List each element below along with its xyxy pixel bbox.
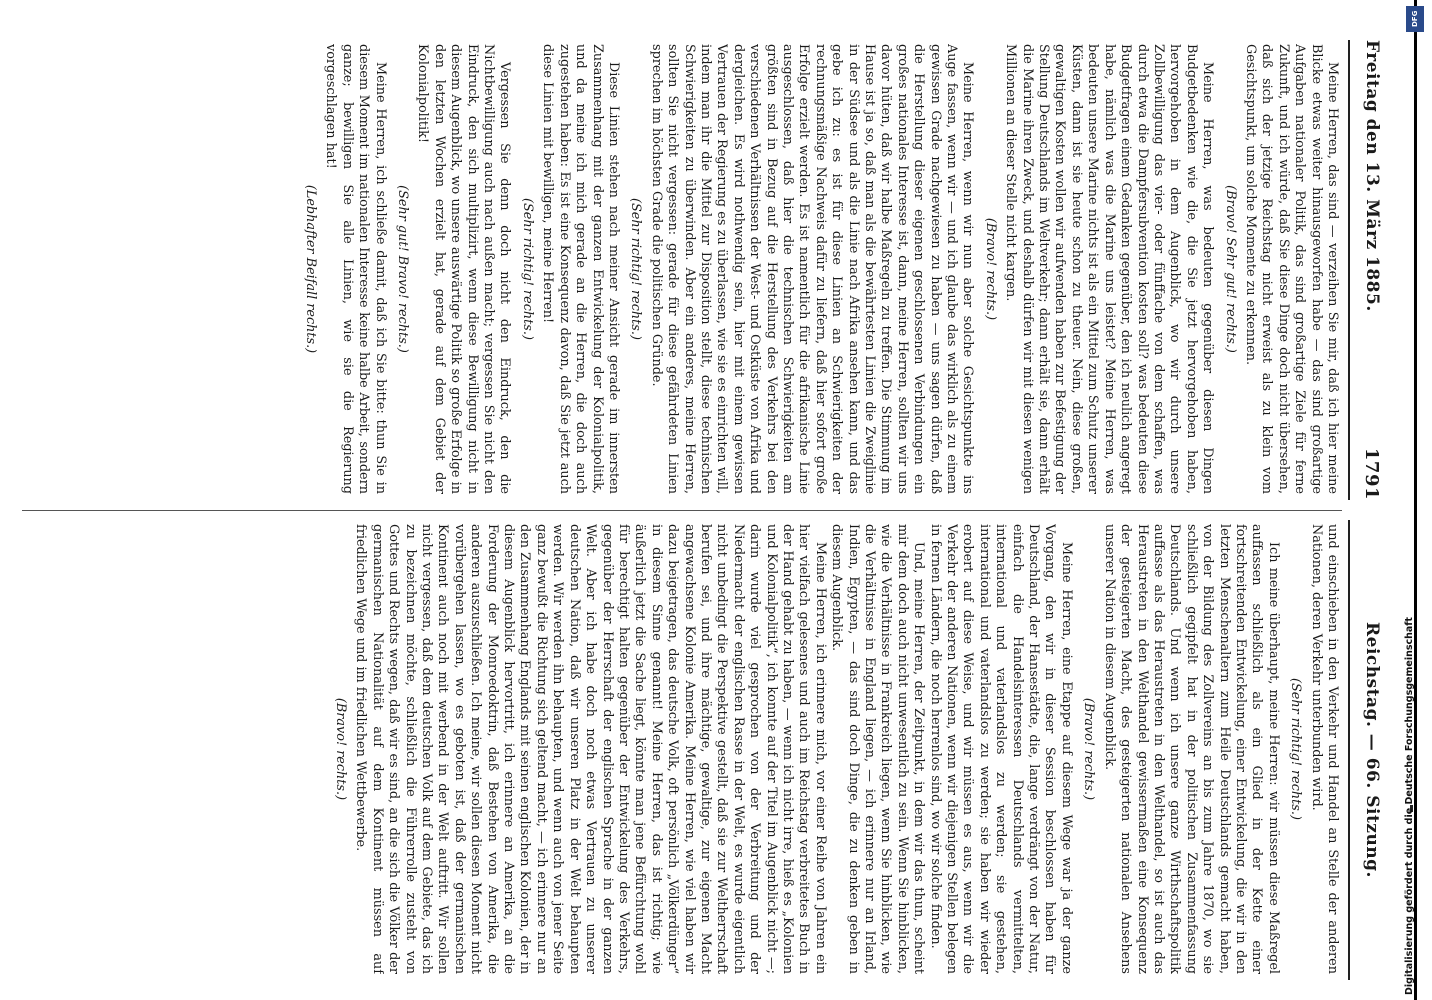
audience-reaction: (Sehr richtig! rechts.) — [1288, 678, 1304, 820]
digitization-note: Digitalisierung gefördert durch die Deutsche Forschungsgemeinschaft — [1404, 617, 1415, 995]
audience-reaction: (Bravo! rechts.) — [333, 697, 349, 801]
header-rule-left — [1348, 520, 1350, 980]
paragraph: Diese Linien stehen nach meiner Ansicht gerade im innersten Zusammenhang mit der ganzen Entwickelung der Kolonialpolitik, und da meine ich mich gerade an die Herren, die doch auch zugestehen haben: Es ist eine Konsequenz davon, daß Sie jetzt auch diese Linien mit bewilligen, meine Herren! — [540, 44, 621, 494]
paragraph: Meine Herren, was bedeuten gegenüber diesen Dingen Budgetbedenken wie die, die Sie jetzt hervorgehoben haben, hervorgehoben in dem Augenblick, wo wir durch unsere Zollbewilligung das vier- oder fünffache von dem schaffen, was durch etwa die Dampfersubvention kosten soll? was bedeuten diese Budgetfragen einem Gedanken gegenüber, den ich neulich angeregt habe, nämlich was die Marine uns leistet? Meine Herren, was bedeuten unsere Marine nichts ist als ein Mittel zum Schutz unserer Küsten, dann ist sie heute schon zu theuer. Nein, diese großen, gewaltigen Kosten wollen wir aufwenden haben zur Befestigung der Stellung Deutschlands im Weltverkehr; dann erhält sie, dann erhält die Marine ihren Zweck, und deshalb dürfen wir mit diesen wenigen Millionen an dieser Stelle nicht kargen. — [1003, 44, 1216, 494]
column-separator — [22, 510, 1342, 511]
paragraph: Meine Herren, wenn wir nun aber solche Gesichtspunkte ins Auge fassen, wenn wir — und ich glaube das wirklich als zu einem gewissen Grade nachgewiesen zu haben — uns sagen dürfen, daß die Herstellung dieser eigenen geschlossenen Verbindungen ein großes nationales Interesse ist, dann, meine Herren, sollten wir uns davor hüten, daß wir halbe Maßregeln zu treffen. Die Stimmung im Hause ist ja so, daß man als die bewährtesten Linien die Zweiglinie in der Südsee und als die Linie nach Afrika ansehen kann, und das gebe ich zu: es ist für diese Linien an Schwierigkeiten der rechnungsmäßige Nachweis dafür zu liefern, daß hier sofort große Erfolge erzielt werden. Es ist namentlich für die afrikanische Linie ausgeschlossen, daß hier die technischen Schwierigkeiten am größten sind in Bezug auf die Herstellung des Verkehrs bei den verschiedenen Verhältnissen der West- und Ostküste von Afrika und dergleichen. Es wird nothwendig sein, hier mit einem gewissen Vertrauen der Regierung es zu überlassen, wie sie es einrichten will, indem man ihr die Mittel zur Disposition stellt, diese technischen Schwierigkeiten zu überwinden. Aber ein anderes, meine Herren, sollten Sie nicht vergessen: gerade für diese gefährdeten Linien sprechen im höchsten Grade die politischen Gründe. — [648, 44, 976, 494]
audience-reaction: (Sehr gut! Bravo! rechts.) — [395, 185, 411, 353]
paragraph: Meine Herren, ich erinnere mich, vor einer Reihe von Jahren ein hier vielfach gelesenes und auch im Reichstag verbreitetes Buch in der Hand gehabt zu haben, — wenn ich nicht irre, hieß es „Kolonien und Kolonialpolitik“, ich konnte auf der Titel im Augenblick nicht —; darin wurde viel gesprochen von der Verbreitung und der Niedermacht der englischen Rasse in der Welt, es wurde eigentlich nicht unbedingt die Perspektive gestellt, daß sie zur Weltherrschaft berufen sei, und ihre mächtige, gewaltige, zur eigenen Macht angewachsene Kolonie Amerika. Meine Herren, wie viel haben wir dazu beigetragen, das deutsche Volk, oft persönlich „Völkerdünger“ in diesem Sinne genannt! Meine Herren, das ist richtig; wie äußerlich jetzt die Sache liegt, könnte man jene Befürchtung wohl für berechtigt halten gegenüber der Entwickelung des Verkehrs, gegenüber der Herrschaft der englischen Sprache in der ganzen Welt. Aber ich habe doch noch etwas Vertrauen zu unserer deutschen Nation, daß wir unseren Platz in der Welt behaupten werden. Wir werden ihn behaupten, und wenn auch von jener Seite ganz bewußt die Richtung sich geltend macht, — ich erinnere nur an den Zusammenhang Englands mit seinen englischen Kolonien, der in diesem Augenblick hervortritt, ich erinnere an Amerika, an die Forderung der Monroedoktrin, daß Bestehen von Amerika, die anderen auszuschließen. Ich meine, wir sollen diesen Moment nicht vorübergehen lassen, wo es geboten ist, daß der germanischen Kontinent auch noch mit werbend in der Welt auftritt. Wir sollen nicht vergessen, daß dem deutschen Volk auf dem Gebiete, das ich zu bezeichnen möchte, schließlich die Führerrolle zusteht von Gottes und Rechts wegen, daß wir es sind, an die sich die Völker der germanischen Nationalität auf dem Kontinent müssen auf friedlichen Wege und im friedlichen Wettbewerbe. — [353, 524, 828, 974]
paragraph: Meine Herren, ich schließe damit, daß ich Sie bitte: thun Sie in diesem Moment im nationalen Interesse keine halbe Arbeit, sondern ganze; bewilligen Sie alle Linien, wie sie die Regierung vorgeschlagen hat! — [323, 44, 388, 494]
text-column-left — [20, 524, 1340, 974]
dfg-logo: DFG — [1406, 6, 1424, 32]
header-rule-right — [1348, 40, 1350, 500]
page-header-right — [1352, 40, 1392, 500]
paragraph: Meine Herren, das sind — verzeihen Sie mir, daß ich hier meine Blicke etwas weiter hinausgeworfen habe — das sind großartige Aufgaben nationaler Politik, das sind großartige Ziele für ferne Zukunft, und ich würde, daß Sie diese Dinge doch nicht übersehen, daß sich der jetzige Reichstag nicht erweist als zu klein vom Gesichtspunkt, um solche Momente zu erkennen. — [1242, 44, 1340, 494]
audience-reaction: (Bravo! Sehr gut! rechts.) — [1222, 185, 1238, 353]
paragraph: Meine Herren, eine Etappe auf diesem Wege war ja der ganze Vorgang, den wir in dieser Session beschlossen haben für Deutschland, der Hansestädte, die, lange verdrängt von der Natur, einfach die Handelsinteressen Deutschlands vermittelten, international und vaterlandslos zu werden; sie gestehen, international und vaterlandslos zu werden; sie haben wir wieder erobert auf diese Weise, und wir müssen es aus, wenn wir die Verkehr der anderen Nationen, wenn wir diejenigen Stellen belegen in fernen Ländern, die noch herrenlos sind, wo wir solche finden. — [927, 524, 1074, 974]
header-page-number: 1791 — [1361, 447, 1383, 500]
audience-reaction: (Bravo! rechts.) — [982, 217, 998, 321]
header-session: Reichstag. — 66. Sitzung. — [1362, 622, 1382, 878]
paragraph: Ich meine überhaupt, meine Herren: wir müssen diese Maßregel auffassen schließlich als ein Glied in der Kette einer fortschreitenden Entwickelung, einer Entwickelung, die wir in den letzten Menschenaltern zum Heile Deutschlands gemacht haben, von der Bildung des Zollvereins an bis zum Jahre 1870, wo sie schließlich gegipfelt hat in der politischen Zusammenfassung Deutschlands. Und wenn ich unsere ganze Wirthschaftspolitik auffasse als das Heraustreten in den Welthandel, so ist auch das Heraustreten in den Welthandel gewissermaßen eine Konsequenz der gesteigerten Macht, des gesteigerten nationalen Ansehens unserer Nation in diesem Augenblick. — [1101, 524, 1281, 974]
header-date: Freitag den 13. März 1885. — [1362, 40, 1382, 312]
audience-reaction: (Sehr richtig! rechts.) — [628, 198, 644, 340]
audience-reaction: (Sehr richtig! rechts.) — [519, 198, 535, 340]
page-header-left — [1352, 520, 1392, 980]
paragraph: Und, meine Herren, der Zeitpunkt, in dem wir das thun, scheint mir dem doch auch nicht unwesentlich zu sein. Wenn Sie hinblicken, wie die Verhältnisse in Frankreich liegen, wenn Sie hinblicken, wie die Verhältnisse in England liegen, — ich erinnere nur an Irland, Indien, Egypten, — das sind doch Dinge, die zu denken geben in diesem Augenblick. — [829, 524, 927, 974]
audience-reaction: (Bravo! rechts.) — [1081, 697, 1097, 801]
paragraph: und einschieben in den Verkehr und Handel an Stelle der anderen Nationen, deren Verkehr unterbunden wird. — [1308, 524, 1340, 974]
paragraph: Vergessen Sie denn doch nicht den Eindruck, den die Nichtbewilligung auch nach außen macht; vergessen Sie nicht den Eindruck, den sich multiplizirt, wenn diese Bewilligung nicht in diesem Augenblick, wo unsere auswärtige Politik so große Erfolge in den letzten Wochen erzielt hat, gerade auf dem Gebiet der Kolonialpolitik! — [415, 44, 513, 494]
audience-reaction: (Lebhafter Beifall rechts.) — [303, 184, 319, 354]
text-column-right — [20, 44, 1340, 494]
digitization-sidebar — [1402, 0, 1430, 1000]
